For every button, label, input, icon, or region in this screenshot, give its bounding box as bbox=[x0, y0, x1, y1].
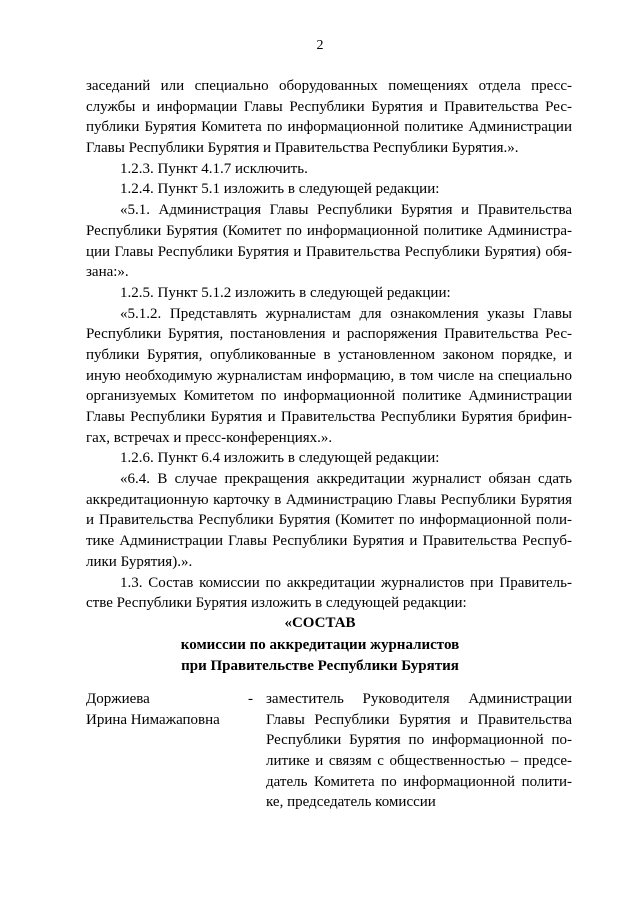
member-name bbox=[86, 689, 256, 730]
text-line: 1.2.5. Пункт 5.1.2 изложить в следующей редакции: bbox=[120, 284, 451, 301]
text-line: Главы Республики Бурятия и Правительства Республики Бурятия.». bbox=[86, 140, 519, 157]
member-description-line: литике и связям с общественностью – предсе- bbox=[266, 753, 572, 770]
text-line: 1.2.4. Пункт 5.1 изложить в следующей редакции: bbox=[120, 181, 440, 198]
text-line: публики Бурятия Комитета по информационной политике Администрации bbox=[86, 119, 572, 136]
text-line: аккредитационную карточку в Администрацию Главы Республики Бурятия bbox=[86, 491, 572, 508]
title-line: при Правительстве Республики Бурятия bbox=[181, 658, 459, 674]
text-line: заседаний или специально оборудованных помещениях отдела пресс- bbox=[86, 78, 572, 94]
member-description-line: Главы Республики Бурятия и Правительства bbox=[266, 711, 572, 728]
text-line: тике Администрации Главы Республики Бурятия и Правительства Респуб- bbox=[86, 533, 572, 550]
member-description-line: заместитель Руководителя Администрации bbox=[266, 691, 572, 707]
text-line: ции Главы Республики Бурятия и Правительства Республики Бурятия) обя- bbox=[86, 243, 572, 260]
text-line: 1.2.3. Пункт 4.1.7 исключить. bbox=[120, 160, 308, 177]
member-name-line: Доржиева bbox=[86, 691, 150, 707]
member-description-line: ке, председатель комиссии bbox=[266, 794, 436, 811]
text-line: лики Бурятия).». bbox=[86, 553, 193, 570]
member-description-line: датель Комитета по информационной полити- bbox=[266, 773, 572, 790]
section-title bbox=[0, 613, 640, 678]
text-line: Республики Бурятия (Комитет по информационной политике Администра- bbox=[86, 222, 572, 239]
text-line: 1.3. Состав комиссии по аккредитации журналистов при Правитель- bbox=[120, 574, 572, 591]
text-line: публики Бурятия, опубликованные в установленном законом порядке, и bbox=[86, 346, 572, 363]
member-dash: - bbox=[248, 691, 253, 707]
text-line: 1.2.6. Пункт 6.4 изложить в следующей редакции: bbox=[120, 450, 440, 467]
text-line: службы и информации Главы Республики Бурятия и Правительства Рес- bbox=[86, 98, 572, 115]
member-name-line: Ирина Нимажаповна bbox=[86, 711, 220, 728]
body-text bbox=[86, 76, 572, 614]
member-description bbox=[266, 689, 572, 813]
text-line: «5.1. Администрация Главы Республики Бурятия и Правительства bbox=[120, 202, 572, 219]
text-line: стве Республики Бурятия изложить в следующей редакции: bbox=[86, 595, 467, 612]
text-line: Республики Бурятия, постановления и распоряжения Правительства Рес- bbox=[86, 326, 572, 343]
text-line: Главы Республики Бурятия и Правительства Республики Бурятия брифин- bbox=[86, 409, 572, 425]
text-line: иную необходимую журналистам информацию, в том числе на специально bbox=[86, 367, 572, 384]
text-line: «5.1.2. Представлять журналистам для ознакомления указы Главы bbox=[120, 305, 572, 322]
text-line: и Правительства Республики Бурятия (Комитет по информационной поли- bbox=[86, 512, 572, 529]
text-line: организуемых Комитетом по информационной политике Администрации bbox=[86, 388, 572, 405]
title-line: «СОСТАВ bbox=[284, 615, 356, 631]
page-number: 2 bbox=[316, 38, 324, 53]
member-description-line: Республики Бурятия по информационной по- bbox=[266, 732, 572, 749]
text-line: гах, встречах и пресс-конференциях.». bbox=[86, 429, 333, 446]
title-line: комиссии по аккредитации журналистов bbox=[180, 636, 460, 653]
text-line: «6.4. В случае прекращения аккредитации журналист обязан сдать bbox=[120, 471, 572, 488]
text-line: зана:». bbox=[86, 264, 129, 281]
